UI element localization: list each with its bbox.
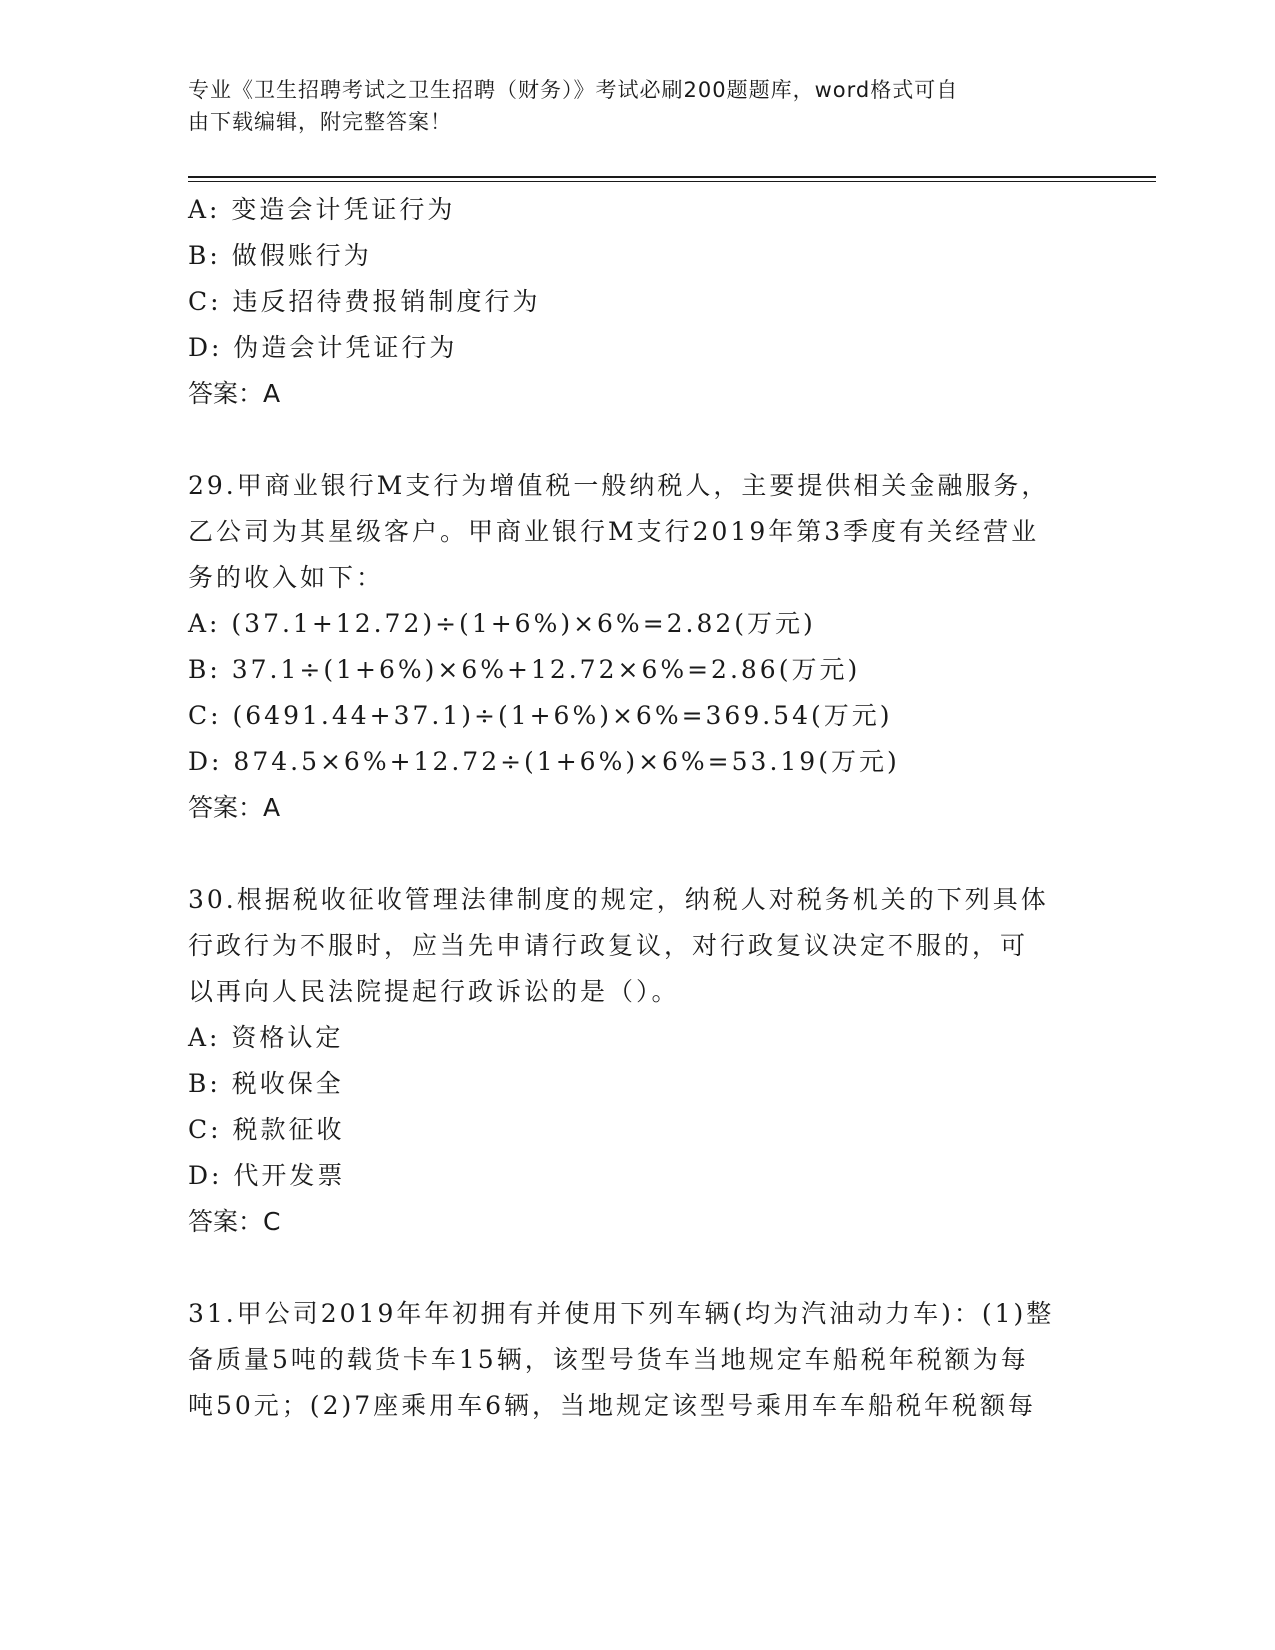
spacer <box>188 417 1088 463</box>
option-a: A: 资格认定 <box>188 1023 344 1052</box>
question-28 <box>188 187 1088 417</box>
option-d: D: 代开发票 <box>188 1161 346 1190</box>
spacer <box>188 1245 1088 1291</box>
answer-line: 答案：C <box>188 1207 281 1236</box>
header-line-1: 专业《卫生招聘考试之卫生招聘（财务）》考试必刷200题题库，word格式可自 <box>188 78 959 102</box>
option-a: A: (37.1+12.72)÷(1+6%)×6%=2.82(万元) <box>188 609 816 638</box>
question-stem-line: 29.甲商业银行M支行为增值税一般纳税人，主要提供相关金融服务， <box>188 471 1050 500</box>
option-c: C: (6491.44+37.1)÷(1+6%)×6%=369.54(万元) <box>188 701 893 730</box>
question-stem-line: 行政行为不服时，应当先申请行政复议，对行政复议决定不服的，可 <box>188 931 1029 960</box>
question-30 <box>188 877 1088 1245</box>
option-b: B: 做假账行为 <box>188 241 372 270</box>
question-31 <box>188 1291 1088 1429</box>
question-stem-line: 务的收入如下： <box>188 563 385 592</box>
option-c: C: 税款征收 <box>188 1115 345 1144</box>
header-divider-thick <box>188 176 1156 178</box>
answer-line: 答案：A <box>188 793 281 822</box>
question-stem-line: 备质量5吨的载货卡车15辆，该型号货车当地规定车船税年税额为每 <box>188 1345 1029 1374</box>
question-list <box>188 187 1088 1429</box>
question-stem-line: 以再向人民法院提起行政诉讼的是（）。 <box>188 977 680 1006</box>
answer-line: 答案：A <box>188 379 281 408</box>
question-stem-line: 吨50元；(2)7座乘用车6辆，当地规定该型号乘用车车船税年税额每 <box>188 1391 1037 1420</box>
question-stem-line: 31.甲公司2019年年初拥有并使用下列车辆(均为汽油动力车)：(1)整 <box>188 1299 1055 1328</box>
question-29 <box>188 463 1088 831</box>
spacer <box>188 831 1088 877</box>
option-b: B: 37.1÷(1+6%)×6%+12.72×6%=2.86(万元) <box>188 655 861 684</box>
option-b: B: 税收保全 <box>188 1069 344 1098</box>
header-line-2: 由下载编辑，附完整答案！ <box>188 110 452 134</box>
document-header <box>188 74 1068 138</box>
option-d: D: 874.5×6%+12.72÷(1+6%)×6%=53.19(万元) <box>188 747 900 776</box>
option-a: A: 变造会计凭证行为 <box>188 195 456 224</box>
header-divider-thin <box>188 181 1156 182</box>
question-stem-line: 30.根据税收征收管理法律制度的规定，纳税人对税务机关的下列具体 <box>188 885 1049 914</box>
option-c: C: 违反招待费报销制度行为 <box>188 287 541 316</box>
question-stem-line: 乙公司为其星级客户。甲商业银行M支行2019年第3季度有关经营业 <box>188 517 1040 546</box>
option-d: D: 伪造会计凭证行为 <box>188 333 458 362</box>
